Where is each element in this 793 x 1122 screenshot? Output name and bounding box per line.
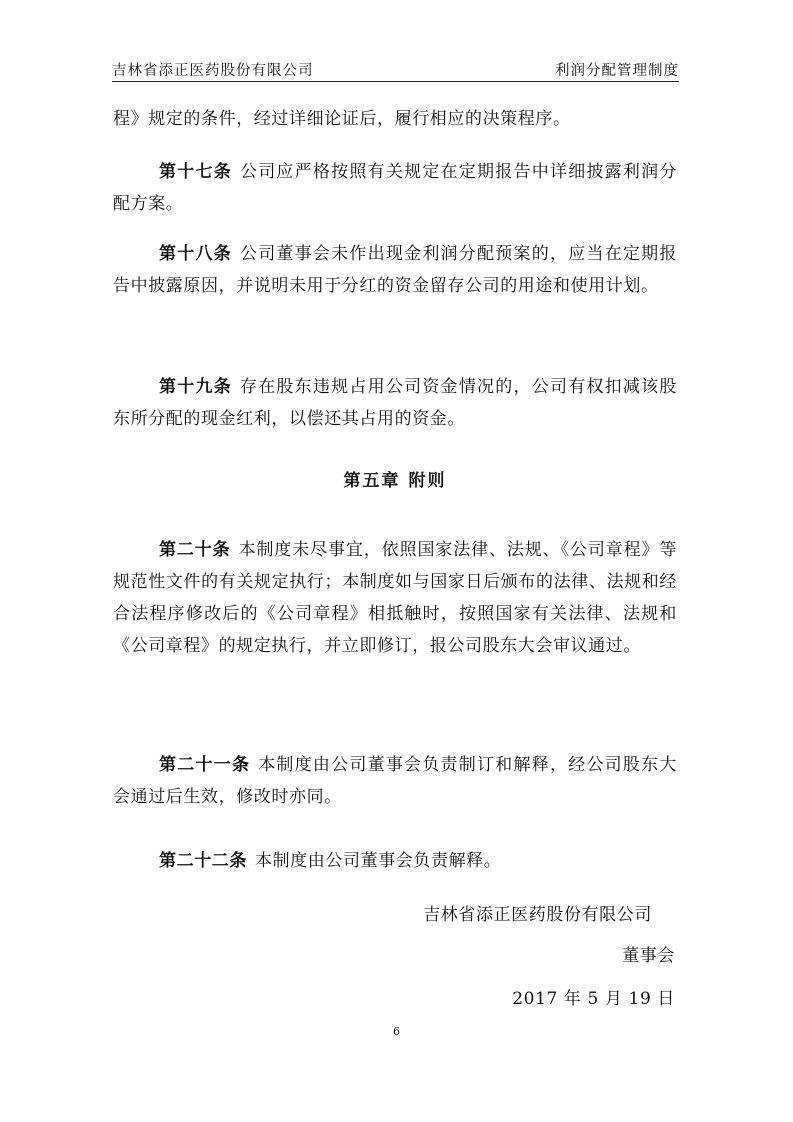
article-label: 第二十一条 [159, 755, 251, 775]
article-17 [113, 156, 677, 220]
header-doc-title: 利润分配管理制度 [555, 63, 679, 79]
article-text: 公司应严格按照有关规定在定期报告中详细披露利润分配方案。 [113, 162, 677, 214]
signature-board: 董事会 [622, 946, 675, 966]
chapter-title: 第五章 附则 [343, 471, 447, 491]
article-20 [113, 534, 677, 662]
article-22 [113, 845, 677, 877]
signature-date: 2017 年 5 月 19 日 [512, 989, 675, 1009]
header-company: 吉林省添正医药股份有限公司 [112, 63, 314, 79]
article-text: 本制度未尽事宜，依照国家法律、法规、《公司章程》等规范性文件的有关规定执行；本制度如与国家日后颁布的法律、法规和经合法程序修改后的《公司章程》相抵触时，按照国家有关法律、法规和《公司章程》的规定执行，并立即修订，报公司股东大会审议通过。 [113, 540, 677, 656]
article-19 [113, 371, 677, 435]
article-text: 存在股东违规占用公司资金情况的，公司有权扣减该股东所分配的现金红利，以偿还其占用的资金。 [113, 377, 677, 429]
paragraph-text: 程》规定的条件，经过详细论证后，履行相应的决策程序。 [113, 109, 571, 129]
signature-company: 吉林省添正医药股份有限公司 [423, 905, 652, 925]
page-header [112, 57, 679, 82]
article-label: 第十七条 [159, 162, 232, 182]
article-text: 本制度由公司董事会负责解释。 [255, 851, 502, 871]
paragraph-continuation [113, 103, 677, 135]
article-label: 第十八条 [159, 244, 232, 264]
article-text: 本制度由公司董事会负责制订和解释，经公司股东大会通过后生效，修改时亦同。 [113, 755, 677, 807]
article-21 [113, 749, 677, 813]
article-label: 第二十条 [159, 540, 231, 560]
article-text: 公司董事会未作出现金利润分配预案的，应当在定期报告中披露原因，并说明未用于分红的资金留存公司的用途和使用计划。 [113, 244, 677, 296]
page-number: 6 [393, 1025, 400, 1038]
article-label: 第十九条 [159, 377, 232, 397]
article-18 [113, 238, 677, 302]
article-label: 第二十二条 [159, 851, 247, 871]
